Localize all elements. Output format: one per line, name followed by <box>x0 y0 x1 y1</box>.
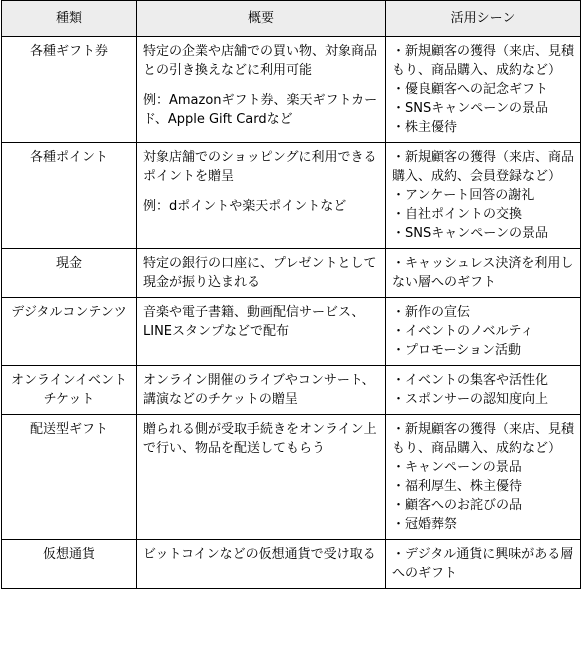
use-item: ・SNSキャンペーンの景品 <box>392 226 548 241</box>
summary-example: 例：Amazonギフト券、楽天ギフトカード、Apple Gift Cardなど <box>143 93 378 127</box>
summary-text: オンライン開催のライブやコンサート、講演などのチケットの贈呈 <box>143 373 375 407</box>
table-row <box>2 298 581 366</box>
use-item: ・キャッシュレス決済を利用しない層へのギフト <box>392 256 574 290</box>
use-item: ・新作の宣伝 <box>392 305 471 320</box>
table-row <box>2 143 581 249</box>
use-item: ・プロモーション活動 <box>392 343 521 358</box>
use-item: ・キャンペーンの景品 <box>392 460 522 475</box>
type-cell: 各種ギフト券 <box>29 44 108 59</box>
use-item: ・新規顧客の獲得（来店、商品購入、成約、会員登録など） <box>392 150 575 184</box>
header-type: 種類 <box>2 1 137 37</box>
use-item: ・イベントのノベルティ <box>392 324 534 339</box>
summary-text: 特定の企業や店舗での買い物、対象商品との引き換えなどに利用可能 <box>143 44 378 78</box>
header-row <box>2 1 581 37</box>
type-cell: 現金 <box>55 256 82 271</box>
use-item: ・優良顧客への記念ギフト <box>392 82 549 97</box>
type-cell: オンラインイベントチケット <box>11 373 127 407</box>
table-row <box>2 366 581 415</box>
use-item: ・自社ポイントの交換 <box>392 207 523 222</box>
use-item: ・デジタル通貨に興味がある層へのギフト <box>392 547 574 581</box>
use-item: ・アンケート回答の謝礼 <box>392 188 535 203</box>
summary-text: 音楽や電子書籍、動画配信サービス、LINEスタンプなどで配布 <box>143 305 365 339</box>
gift-types-table <box>1 0 581 589</box>
use-item: ・冠婚葬祭 <box>392 517 458 532</box>
type-cell: 配送型ギフト <box>29 422 108 437</box>
use-item: ・SNSキャンペーンの景品 <box>392 101 548 116</box>
table-row <box>2 415 581 540</box>
summary-text: 特定の銀行の口座に、プレゼントとして現金が振り込まれる <box>143 256 377 290</box>
use-item: ・スポンサーの認知度向上 <box>392 392 549 407</box>
table-row <box>2 37 581 143</box>
use-item: ・イベントの集客や活性化 <box>392 373 549 388</box>
use-item: ・顧客へのお詫びの品 <box>392 498 523 513</box>
summary-text: ビットコインなどの仮想通貨で受け取る <box>143 547 376 562</box>
table-row <box>2 249 581 298</box>
table-row <box>2 540 581 589</box>
summary-text: 贈られる側が受取手続きをオンライン上で行い、物品を配送してもらう <box>143 422 377 456</box>
type-cell: 各種ポイント <box>29 150 108 165</box>
type-cell: 仮想通貨 <box>42 547 95 562</box>
header-uses: 活用シーン <box>386 1 581 37</box>
use-item: ・新規顧客の獲得（来店、見積もり、商品購入、成約など） <box>392 422 575 456</box>
use-item: ・株主優待 <box>392 120 458 135</box>
header-summary: 概要 <box>137 1 386 37</box>
summary-example: 例：dポイントや楽天ポイントなど <box>143 199 347 214</box>
use-item: ・福利厚生、株主優待 <box>392 479 523 494</box>
use-item: ・新規顧客の獲得（来店、見積もり、商品購入、成約など） <box>392 44 575 78</box>
summary-text: 対象店舗でのショッピングに利用できるポイントを贈呈 <box>143 150 377 184</box>
type-cell: デジタルコンテンツ <box>11 305 127 320</box>
